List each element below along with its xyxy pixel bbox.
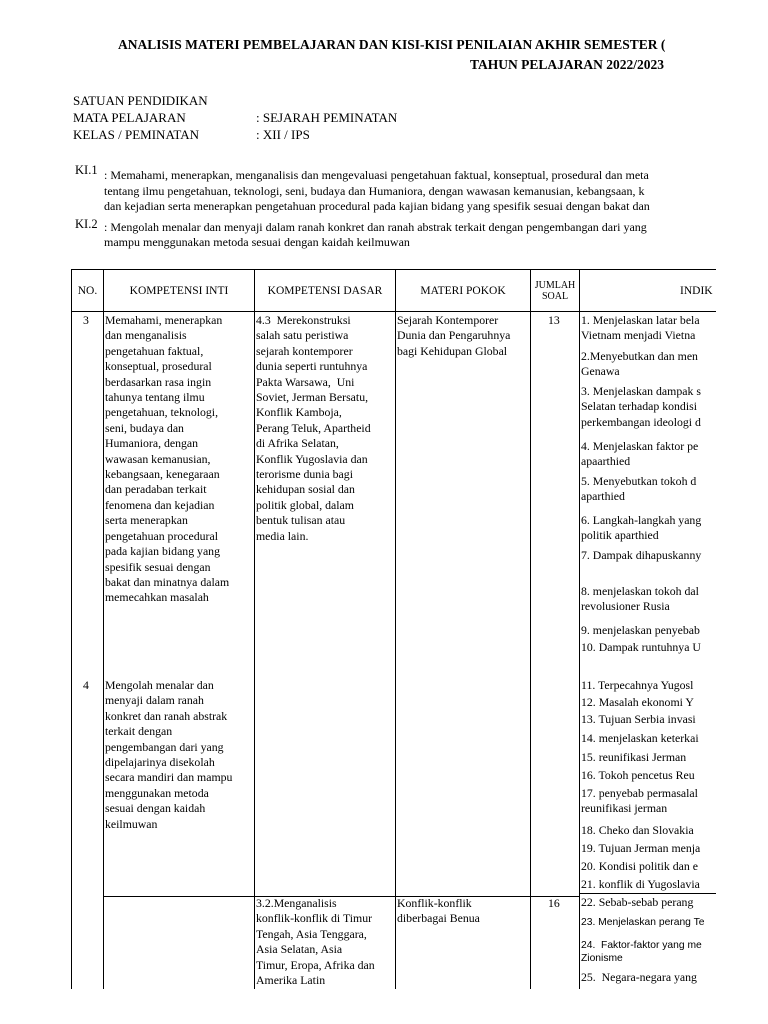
header-indikator: INDIK <box>680 284 713 297</box>
indikator-item: 20. Kondisi politik dan e <box>581 859 698 873</box>
satuan-label: SATUAN PENDIDIKAN <box>73 93 208 108</box>
indikator-item: 24. Faktor-faktor yang me Zionisme <box>581 940 702 964</box>
indikator-item: 25. Negara-negara yang <box>581 970 697 984</box>
kelas-label: KELAS / PEMINATAN <box>73 127 200 142</box>
indikator-item: 2.Menyebutkan dan men Genawa <box>581 349 698 379</box>
indikator-item: 10. Dampak runtuhnya U <box>581 640 701 654</box>
jumlah-soal-2: 16 <box>548 896 560 910</box>
header-kompetensi-dasar: KOMPETENSI DASAR <box>267 284 383 297</box>
indikator-item: 12. Masalah ekonomi Y <box>581 695 694 709</box>
header-jumlah-soal: JUMLAH SOAL <box>534 279 576 302</box>
indikator-item: 22. Sebab-sebab perang <box>581 895 694 909</box>
ki1-line1: : Memahami, menerapkan, menganalisis dan mengevaluasi pengetahuan faktual, konseptual, prosedural dan meta <box>104 168 649 182</box>
indikator-item: 11. Terpecahnya Yugosl <box>581 678 694 692</box>
row-no-3: 3 <box>83 313 89 327</box>
indikator-item: 23. Menjelaskan perang Te <box>581 917 705 928</box>
ki2-label: KI.2 <box>75 217 98 231</box>
indikator-item: 17. penyebab permasalal reunifikasi jerman <box>581 786 698 816</box>
indikator-item: 18. Cheko dan Slovakia <box>581 823 694 837</box>
materi-pokok-1: Sejarah Kontemporer Dunia dan Pengaruhnya bagi Kehidupan Global <box>397 313 511 358</box>
mapel-value: : SEJARAH PEMINATAN <box>256 110 398 125</box>
kompetensi-inti-4: Mengolah menalar dan menyaji dalam ranah konkret dan ranah abstrak terkait dengan pengembangan dari yang dipelajarinya disekolah secara mandiri dan mampu menggunakan metoda sesuai dengan kaidah keilmuwan <box>105 678 233 831</box>
indikator-item: 8. menjelaskan tokoh dal revolusioner Rusia <box>581 584 699 614</box>
kompetensi-dasar-4-3: 4.3 Merekonstruksi salah satu peristiwa sejarah kontemporer dunia seperti runtuhnya Pakta Warsawa, Uni Soviet, Jerman Bersatu, Konflik Kamboja, Perang Teluk, Apartheid di Afrika Selatan, Konflik Yugoslavia dan terorisme dunia bagi kehidupan sosial dan politik global, dalam bentuk tulisan atau media lain. <box>256 313 371 543</box>
document-title-line2: TAHUN PELAJARAN 2022/2023 <box>470 57 665 72</box>
indikator-item: 13. Tujuan Serbia invasi <box>581 712 696 726</box>
indikator-item: 6. Langkah-langkah yang politik aparthied <box>581 513 702 543</box>
indikator-item: 21. konflik di Yugoslavia <box>581 877 700 891</box>
document-title-line1: ANALISIS MATERI PEMBELAJARAN DAN KISI-KISI PENILAIAN AKHIR SEMESTER ( <box>118 37 666 52</box>
row-no-4: 4 <box>83 678 89 692</box>
indikator-item: 7. Dampak dihapuskanny <box>581 548 702 562</box>
indikator-item: 14. menjelaskan keterkai <box>581 731 699 745</box>
indikator-item: 3. Menjelaskan dampak s Selatan terhadap kondisi perkembangan ideologi d <box>581 384 701 429</box>
header-no: NO. <box>77 284 98 297</box>
indikator-item: 1. Menjelaskan latar bela Vietnam menjadi Vietna <box>581 313 700 343</box>
ki1-label: KI.1 <box>75 163 98 177</box>
indikator-item: 4. Menjelaskan faktor pe apaarthied <box>581 439 699 469</box>
ki1-line3: dan kejadian serta menerapkan pengetahuan procedural pada kajian bidang yang spesifik sesuai dengan bakat dan <box>104 199 650 213</box>
indikator-item: 15. reunifikasi Jerman <box>581 750 687 764</box>
ki2-line1: : Mengolah menalar dan menyaji dalam ranah konkret dan ranah abstrak terkait dengan pengembangan dari yang <box>104 220 647 234</box>
indikator-item: 5. Menyebutkan tokoh d aparthied <box>581 474 697 504</box>
ki2-line2: mampu menggunakan metoda sesuai dengan kaidah keilmuwan <box>104 235 410 249</box>
ki1-line2: tentang ilmu pengetahuan, teknologi, seni, budaya dan Humaniora, dengan wawasan kemanusian, kebangsaan, k <box>104 184 645 198</box>
kelas-value: : XII / IPS <box>256 127 310 142</box>
mapel-label: MATA PELAJARAN <box>73 110 186 125</box>
header-kompetensi-inti: KOMPETENSI INTI <box>129 284 229 297</box>
materi-pokok-2: Konflik-konflik diberbagai Benua <box>397 896 480 926</box>
kompetensi-inti-3: Memahami, menerapkan dan menganalisis pengetahuan faktual, konseptual, prosedural berdasarkan rasa ingin tahunya tentang ilmu pengetahuan, teknologi, seni, budaya dan Humaniora, dengan wawasan kemanusian, kebangsaan, kenegaraan dan peradaban terkait fenomena dan kejadian serta menerapkan pengetahuan procedural pada kajian bidang yang spesifik sesuai dengan bakat dan minatnya dalam memecahkan masalah <box>105 313 230 605</box>
indikator-item: 19. Tujuan Jerman menja <box>581 841 701 855</box>
jumlah-soal-1: 13 <box>548 313 560 327</box>
indikator-item: 9. menjelaskan penyebab <box>581 623 700 637</box>
header-materi-pokok: MATERI POKOK <box>420 284 506 297</box>
indikator-item: 16. Tokoh pencetus Reu <box>581 768 695 782</box>
kompetensi-dasar-3-2: 3.2.Menganalisis konflik-konflik di Timur Tengah, Asia Tenggara, Asia Selatan, Asia Timur, Eropa, Afrika dan Amerika Latin <box>256 896 375 988</box>
